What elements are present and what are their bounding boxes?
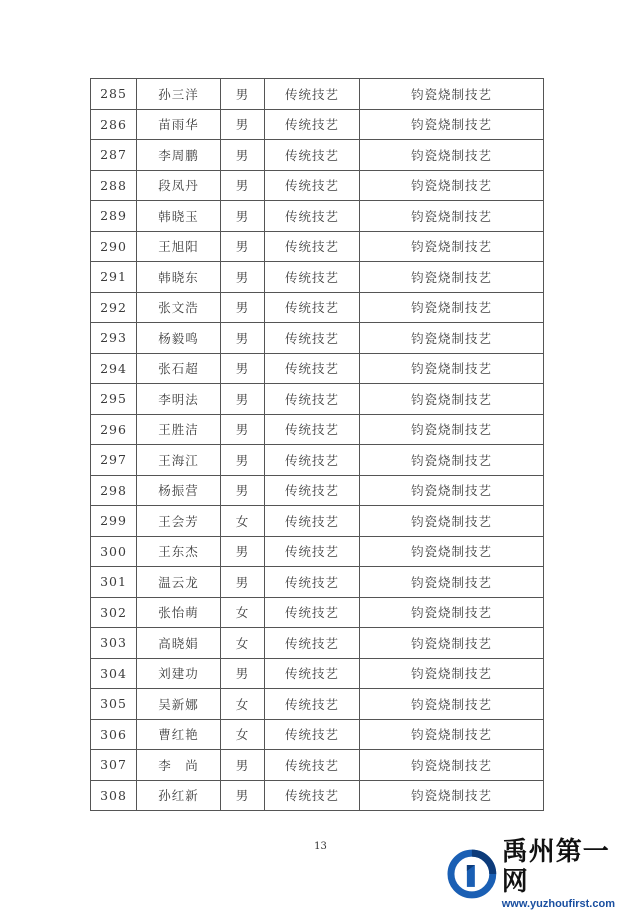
cell-category: 传统技艺	[265, 506, 360, 537]
cell-category: 传统技艺	[265, 109, 360, 140]
cell-person-name: 李 尚	[137, 750, 221, 781]
cell-project-name: 钧瓷烧制技艺	[360, 689, 544, 720]
cell-person-name: 孙红新	[137, 780, 221, 811]
cell-person-name: 王东杰	[137, 536, 221, 567]
cell-project-name: 钧瓷烧制技艺	[360, 567, 544, 598]
watermark-title: 禹州第一网	[501, 837, 610, 897]
cell-project-name: 钧瓷烧制技艺	[360, 414, 544, 445]
cell-project-name: 钧瓷烧制技艺	[360, 201, 544, 232]
table-row	[91, 262, 544, 293]
watermark-text-block	[502, 837, 636, 911]
cell-gender: 男	[221, 140, 265, 171]
cell-category: 传统技艺	[265, 567, 360, 598]
cell-project-name: 钧瓷烧制技艺	[360, 780, 544, 811]
cell-project-name: 钧瓷烧制技艺	[360, 597, 544, 628]
cell-person-name: 王旭阳	[137, 231, 221, 262]
cell-project-name: 钧瓷烧制技艺	[360, 658, 544, 689]
cell-category: 传统技艺	[265, 689, 360, 720]
cell-row-number: 303	[91, 628, 137, 659]
table-row	[91, 323, 544, 354]
cell-person-name: 杨毅鸣	[137, 323, 221, 354]
cell-category: 传统技艺	[265, 750, 360, 781]
cell-category: 传统技艺	[265, 262, 360, 293]
cell-row-number: 298	[91, 475, 137, 506]
cell-person-name: 苗雨华	[137, 109, 221, 140]
table-row	[91, 689, 544, 720]
cell-row-number: 295	[91, 384, 137, 415]
cell-gender: 男	[221, 292, 265, 323]
table-row	[91, 79, 544, 110]
table-row	[91, 353, 544, 384]
cell-category: 传统技艺	[265, 628, 360, 659]
table-row	[91, 292, 544, 323]
cell-gender: 男	[221, 445, 265, 476]
cell-row-number: 287	[91, 140, 137, 171]
cell-category: 传统技艺	[265, 231, 360, 262]
cell-row-number: 307	[91, 750, 137, 781]
table-row	[91, 780, 544, 811]
cell-gender: 女	[221, 628, 265, 659]
table-row	[91, 567, 544, 598]
cell-gender: 男	[221, 323, 265, 354]
cell-project-name: 钧瓷烧制技艺	[360, 323, 544, 354]
cell-row-number: 301	[91, 567, 137, 598]
table-row	[91, 536, 544, 567]
cell-row-number: 292	[91, 292, 137, 323]
cell-category: 传统技艺	[265, 536, 360, 567]
cell-person-name: 温云龙	[137, 567, 221, 598]
cell-gender: 男	[221, 231, 265, 262]
cell-person-name: 张石超	[137, 353, 221, 384]
cell-person-name: 李周鹏	[137, 140, 221, 171]
cell-row-number: 288	[91, 170, 137, 201]
cell-project-name: 钧瓷烧制技艺	[360, 292, 544, 323]
table-row	[91, 384, 544, 415]
table-row	[91, 597, 544, 628]
cell-person-name: 韩晓东	[137, 262, 221, 293]
table-row	[91, 414, 544, 445]
cell-gender: 男	[221, 384, 265, 415]
cell-row-number: 285	[91, 79, 137, 110]
table-row	[91, 658, 544, 689]
table-row	[91, 750, 544, 781]
cell-project-name: 钧瓷烧制技艺	[360, 445, 544, 476]
cell-category: 传统技艺	[265, 353, 360, 384]
cell-person-name: 李明法	[137, 384, 221, 415]
table-row	[91, 231, 544, 262]
cell-person-name: 孙三洋	[137, 79, 221, 110]
cell-category: 传统技艺	[265, 475, 360, 506]
cell-person-name: 杨振营	[137, 475, 221, 506]
table-row	[91, 719, 544, 750]
cell-gender: 男	[221, 109, 265, 140]
cell-gender: 女	[221, 689, 265, 720]
cell-person-name: 曹红艳	[137, 719, 221, 750]
cell-project-name: 钧瓷烧制技艺	[360, 506, 544, 537]
table-row	[91, 628, 544, 659]
cell-row-number: 290	[91, 231, 137, 262]
cell-gender: 男	[221, 475, 265, 506]
cell-category: 传统技艺	[265, 384, 360, 415]
cell-row-number: 304	[91, 658, 137, 689]
cell-category: 传统技艺	[265, 445, 360, 476]
cell-project-name: 钧瓷烧制技艺	[360, 262, 544, 293]
cell-category: 传统技艺	[265, 719, 360, 750]
cell-person-name: 王胜洁	[137, 414, 221, 445]
cell-project-name: 钧瓷烧制技艺	[360, 109, 544, 140]
cell-person-name: 刘建功	[137, 658, 221, 689]
cell-project-name: 钧瓷烧制技艺	[360, 353, 544, 384]
cell-gender: 男	[221, 750, 265, 781]
personnel-table	[90, 78, 544, 811]
cell-row-number: 289	[91, 201, 137, 232]
cell-project-name: 钧瓷烧制技艺	[360, 719, 544, 750]
cell-row-number: 296	[91, 414, 137, 445]
cell-row-number: 305	[91, 689, 137, 720]
cell-row-number: 299	[91, 506, 137, 537]
cell-project-name: 钧瓷烧制技艺	[360, 384, 544, 415]
watermark-url: www.yuzhoufirst.com	[501, 898, 615, 910]
cell-row-number: 302	[91, 597, 137, 628]
cell-person-name: 吴新娜	[137, 689, 221, 720]
cell-gender: 男	[221, 170, 265, 201]
personnel-table-container	[90, 78, 543, 811]
cell-category: 传统技艺	[265, 658, 360, 689]
cell-row-number: 306	[91, 719, 137, 750]
table-row	[91, 506, 544, 537]
table-body	[91, 79, 544, 811]
cell-person-name: 段凤丹	[137, 170, 221, 201]
cell-gender: 男	[221, 536, 265, 567]
table-row	[91, 201, 544, 232]
cell-row-number: 308	[91, 780, 137, 811]
cell-gender: 女	[221, 719, 265, 750]
cell-row-number: 286	[91, 109, 137, 140]
cell-gender: 男	[221, 658, 265, 689]
cell-category: 传统技艺	[265, 597, 360, 628]
cell-person-name: 高晓娟	[137, 628, 221, 659]
cell-category: 传统技艺	[265, 292, 360, 323]
cell-person-name: 韩晓玉	[137, 201, 221, 232]
page-number: 13	[314, 841, 327, 852]
blue-ring-logo-icon	[446, 848, 498, 900]
cell-row-number: 291	[91, 262, 137, 293]
cell-category: 传统技艺	[265, 170, 360, 201]
cell-project-name: 钧瓷烧制技艺	[360, 750, 544, 781]
table-row	[91, 445, 544, 476]
cell-row-number: 293	[91, 323, 137, 354]
cell-row-number: 300	[91, 536, 137, 567]
cell-person-name: 王会芳	[137, 506, 221, 537]
cell-gender: 女	[221, 506, 265, 537]
cell-project-name: 钧瓷烧制技艺	[360, 231, 544, 262]
cell-gender: 男	[221, 262, 265, 293]
cell-project-name: 钧瓷烧制技艺	[360, 140, 544, 171]
cell-category: 传统技艺	[265, 79, 360, 110]
cell-project-name: 钧瓷烧制技艺	[360, 536, 544, 567]
cell-project-name: 钧瓷烧制技艺	[360, 475, 544, 506]
cell-gender: 男	[221, 353, 265, 384]
table-row	[91, 109, 544, 140]
table-row	[91, 140, 544, 171]
table-row	[91, 170, 544, 201]
cell-row-number: 297	[91, 445, 137, 476]
cell-category: 传统技艺	[265, 323, 360, 354]
table-row	[91, 475, 544, 506]
cell-gender: 女	[221, 597, 265, 628]
cell-category: 传统技艺	[265, 780, 360, 811]
cell-gender: 男	[221, 201, 265, 232]
cell-gender: 男	[221, 567, 265, 598]
cell-person-name: 张怡萌	[137, 597, 221, 628]
cell-gender: 男	[221, 780, 265, 811]
cell-project-name: 钧瓷烧制技艺	[360, 628, 544, 659]
cell-category: 传统技艺	[265, 201, 360, 232]
cell-category: 传统技艺	[265, 140, 360, 171]
cell-project-name: 钧瓷烧制技艺	[360, 170, 544, 201]
cell-category: 传统技艺	[265, 414, 360, 445]
site-watermark	[446, 837, 636, 910]
cell-gender: 男	[221, 79, 265, 110]
cell-person-name: 张文浩	[137, 292, 221, 323]
cell-project-name: 钧瓷烧制技艺	[360, 79, 544, 110]
cell-person-name: 王海江	[137, 445, 221, 476]
cell-gender: 男	[221, 414, 265, 445]
cell-row-number: 294	[91, 353, 137, 384]
